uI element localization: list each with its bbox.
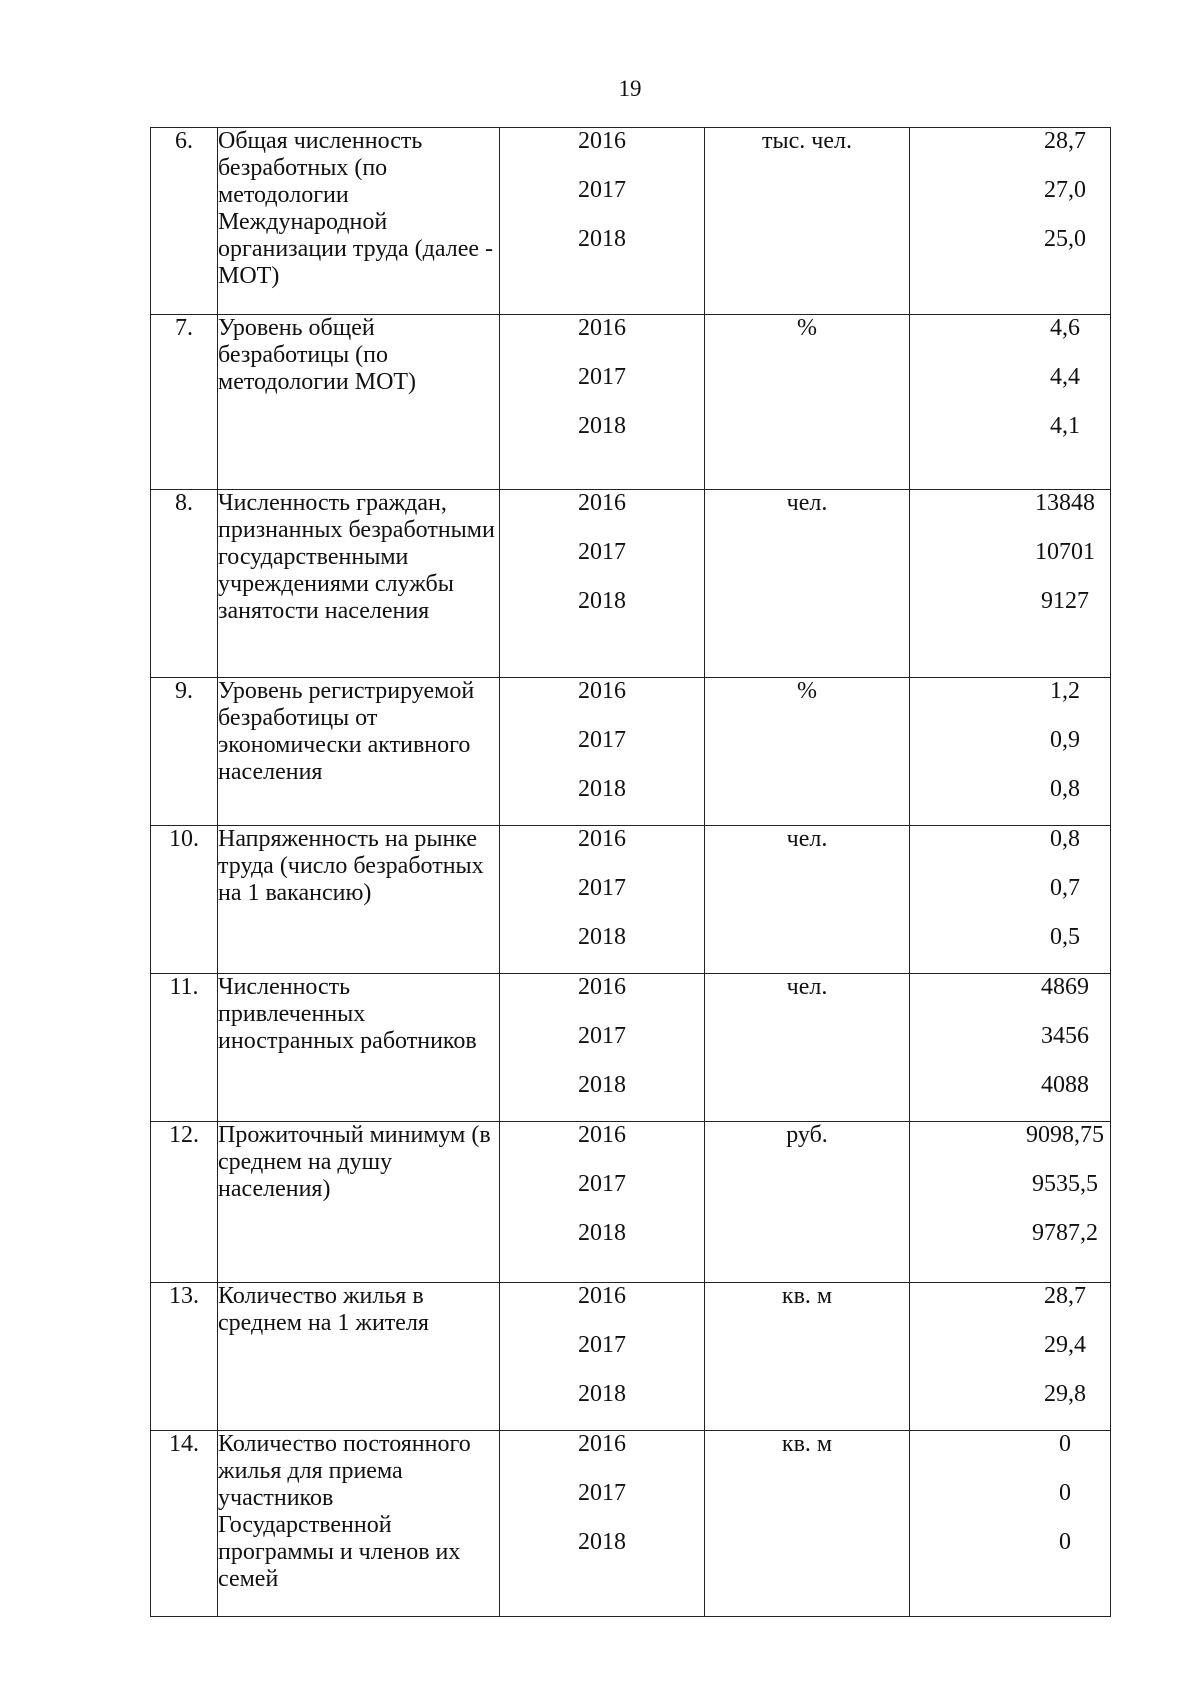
unit: чел. [705,826,910,974]
value: 3456 [1041,1023,1089,1049]
row-number: 8. [151,490,218,678]
table-row [151,1122,1111,1283]
year: 2018 [578,1381,626,1407]
value: 29,8 [1044,1381,1086,1407]
year: 2016 [578,826,626,852]
row-number: 13. [151,1283,218,1431]
indicator-name: Численность привлеченных иностранных работников [218,974,500,1122]
value: 4869 [1041,974,1089,1000]
year: 2016 [578,1431,626,1457]
years-cell [500,315,705,490]
year: 2018 [578,588,626,614]
year: 2017 [578,1171,626,1197]
year: 2017 [578,539,626,565]
indicator-name: Общая численность безработных (по методологии Международной организации труда (далее - МОТ) [218,128,500,315]
unit: % [705,678,910,826]
year: 2017 [578,1332,626,1358]
year: 2016 [578,974,626,1000]
indicator-name: Численность граждан, признанных безработными государственными учреждениями службы занятости населения [218,490,500,678]
table-body [151,128,1111,1617]
table-row [151,315,1111,490]
value: 0,5 [1050,924,1080,950]
year: 2018 [578,226,626,252]
value: 0,9 [1050,727,1080,753]
row-number: 9. [151,678,218,826]
values-cell [910,315,1111,490]
indicators-table [150,127,1111,1617]
value: 0 [1059,1431,1071,1457]
unit: кв. м [705,1283,910,1431]
years-cell [500,1122,705,1283]
table-row [151,974,1111,1122]
table-row [151,678,1111,826]
unit: тыс. чел. [705,128,910,315]
value: 28,7 [1044,1283,1086,1309]
year: 2017 [578,875,626,901]
values-cell [910,826,1111,974]
years-cell [500,678,705,826]
year: 2016 [578,490,626,516]
row-number: 14. [151,1431,218,1617]
indicator-name: Напряженность на рынке труда (число безработных на 1 вакансию) [218,826,500,974]
values-cell [910,1283,1111,1431]
years-cell [500,128,705,315]
value: 0,8 [1050,776,1080,802]
year: 2018 [578,413,626,439]
year: 2018 [578,924,626,950]
indicator-name: Уровень регистрируемой безработицы от экономически активного населения [218,678,500,826]
values-cell [910,128,1111,315]
unit: кв. м [705,1431,910,1617]
years-cell [500,1283,705,1431]
years-cell [500,1431,705,1617]
page-number: 19 [618,76,642,101]
table-row [151,128,1111,315]
indicator-name: Уровень общей безработицы (по методологии МОТ) [218,315,500,490]
unit: чел. [705,490,910,678]
indicator-name: Количество жилья в среднем на 1 жителя [218,1283,500,1431]
value: 9098,75 [1026,1122,1104,1148]
value: 25,0 [1044,226,1086,252]
table-row [151,490,1111,678]
value: 29,4 [1044,1332,1086,1358]
table-row [151,826,1111,974]
value: 4,6 [1050,315,1080,341]
row-number: 7. [151,315,218,490]
year: 2018 [578,1529,626,1555]
year: 2017 [578,1480,626,1506]
value: 1,2 [1050,678,1080,704]
row-number: 11. [151,974,218,1122]
values-cell [910,1431,1111,1617]
value: 9127 [1041,588,1089,614]
unit: чел. [705,974,910,1122]
years-cell [500,490,705,678]
value: 0 [1059,1480,1071,1506]
row-number: 6. [151,128,218,315]
values-cell [910,974,1111,1122]
year: 2016 [578,128,626,154]
year: 2016 [578,315,626,341]
value: 0 [1059,1529,1071,1555]
row-number: 10. [151,826,218,974]
year: 2017 [578,727,626,753]
table-row [151,1431,1111,1617]
values-cell [910,678,1111,826]
value: 0,7 [1050,875,1080,901]
table-row [151,1283,1111,1431]
year: 2018 [578,776,626,802]
indicator-name: Прожиточный минимум (в среднем на душу населения) [218,1122,500,1283]
value: 27,0 [1044,177,1086,203]
values-cell [910,490,1111,678]
value: 28,7 [1044,128,1086,154]
year: 2017 [578,177,626,203]
value: 10701 [1035,539,1095,565]
value: 4,1 [1050,413,1080,439]
value: 9787,2 [1032,1220,1098,1246]
year: 2016 [578,1122,626,1148]
years-cell [500,974,705,1122]
year: 2018 [578,1220,626,1246]
unit: руб. [705,1122,910,1283]
row-number: 12. [151,1122,218,1283]
year: 2017 [578,364,626,390]
indicator-name: Количество постоянного жилья для приема участников Государственной программы и членов их семей [218,1431,500,1617]
years-cell [500,826,705,974]
value: 4,4 [1050,364,1080,390]
unit: % [705,315,910,490]
year: 2017 [578,1023,626,1049]
values-cell [910,1122,1111,1283]
value: 9535,5 [1032,1171,1098,1197]
value: 13848 [1035,490,1095,516]
value: 4088 [1041,1072,1089,1098]
value: 0,8 [1050,826,1080,852]
year: 2016 [578,678,626,704]
year: 2016 [578,1283,626,1309]
year: 2018 [578,1072,626,1098]
